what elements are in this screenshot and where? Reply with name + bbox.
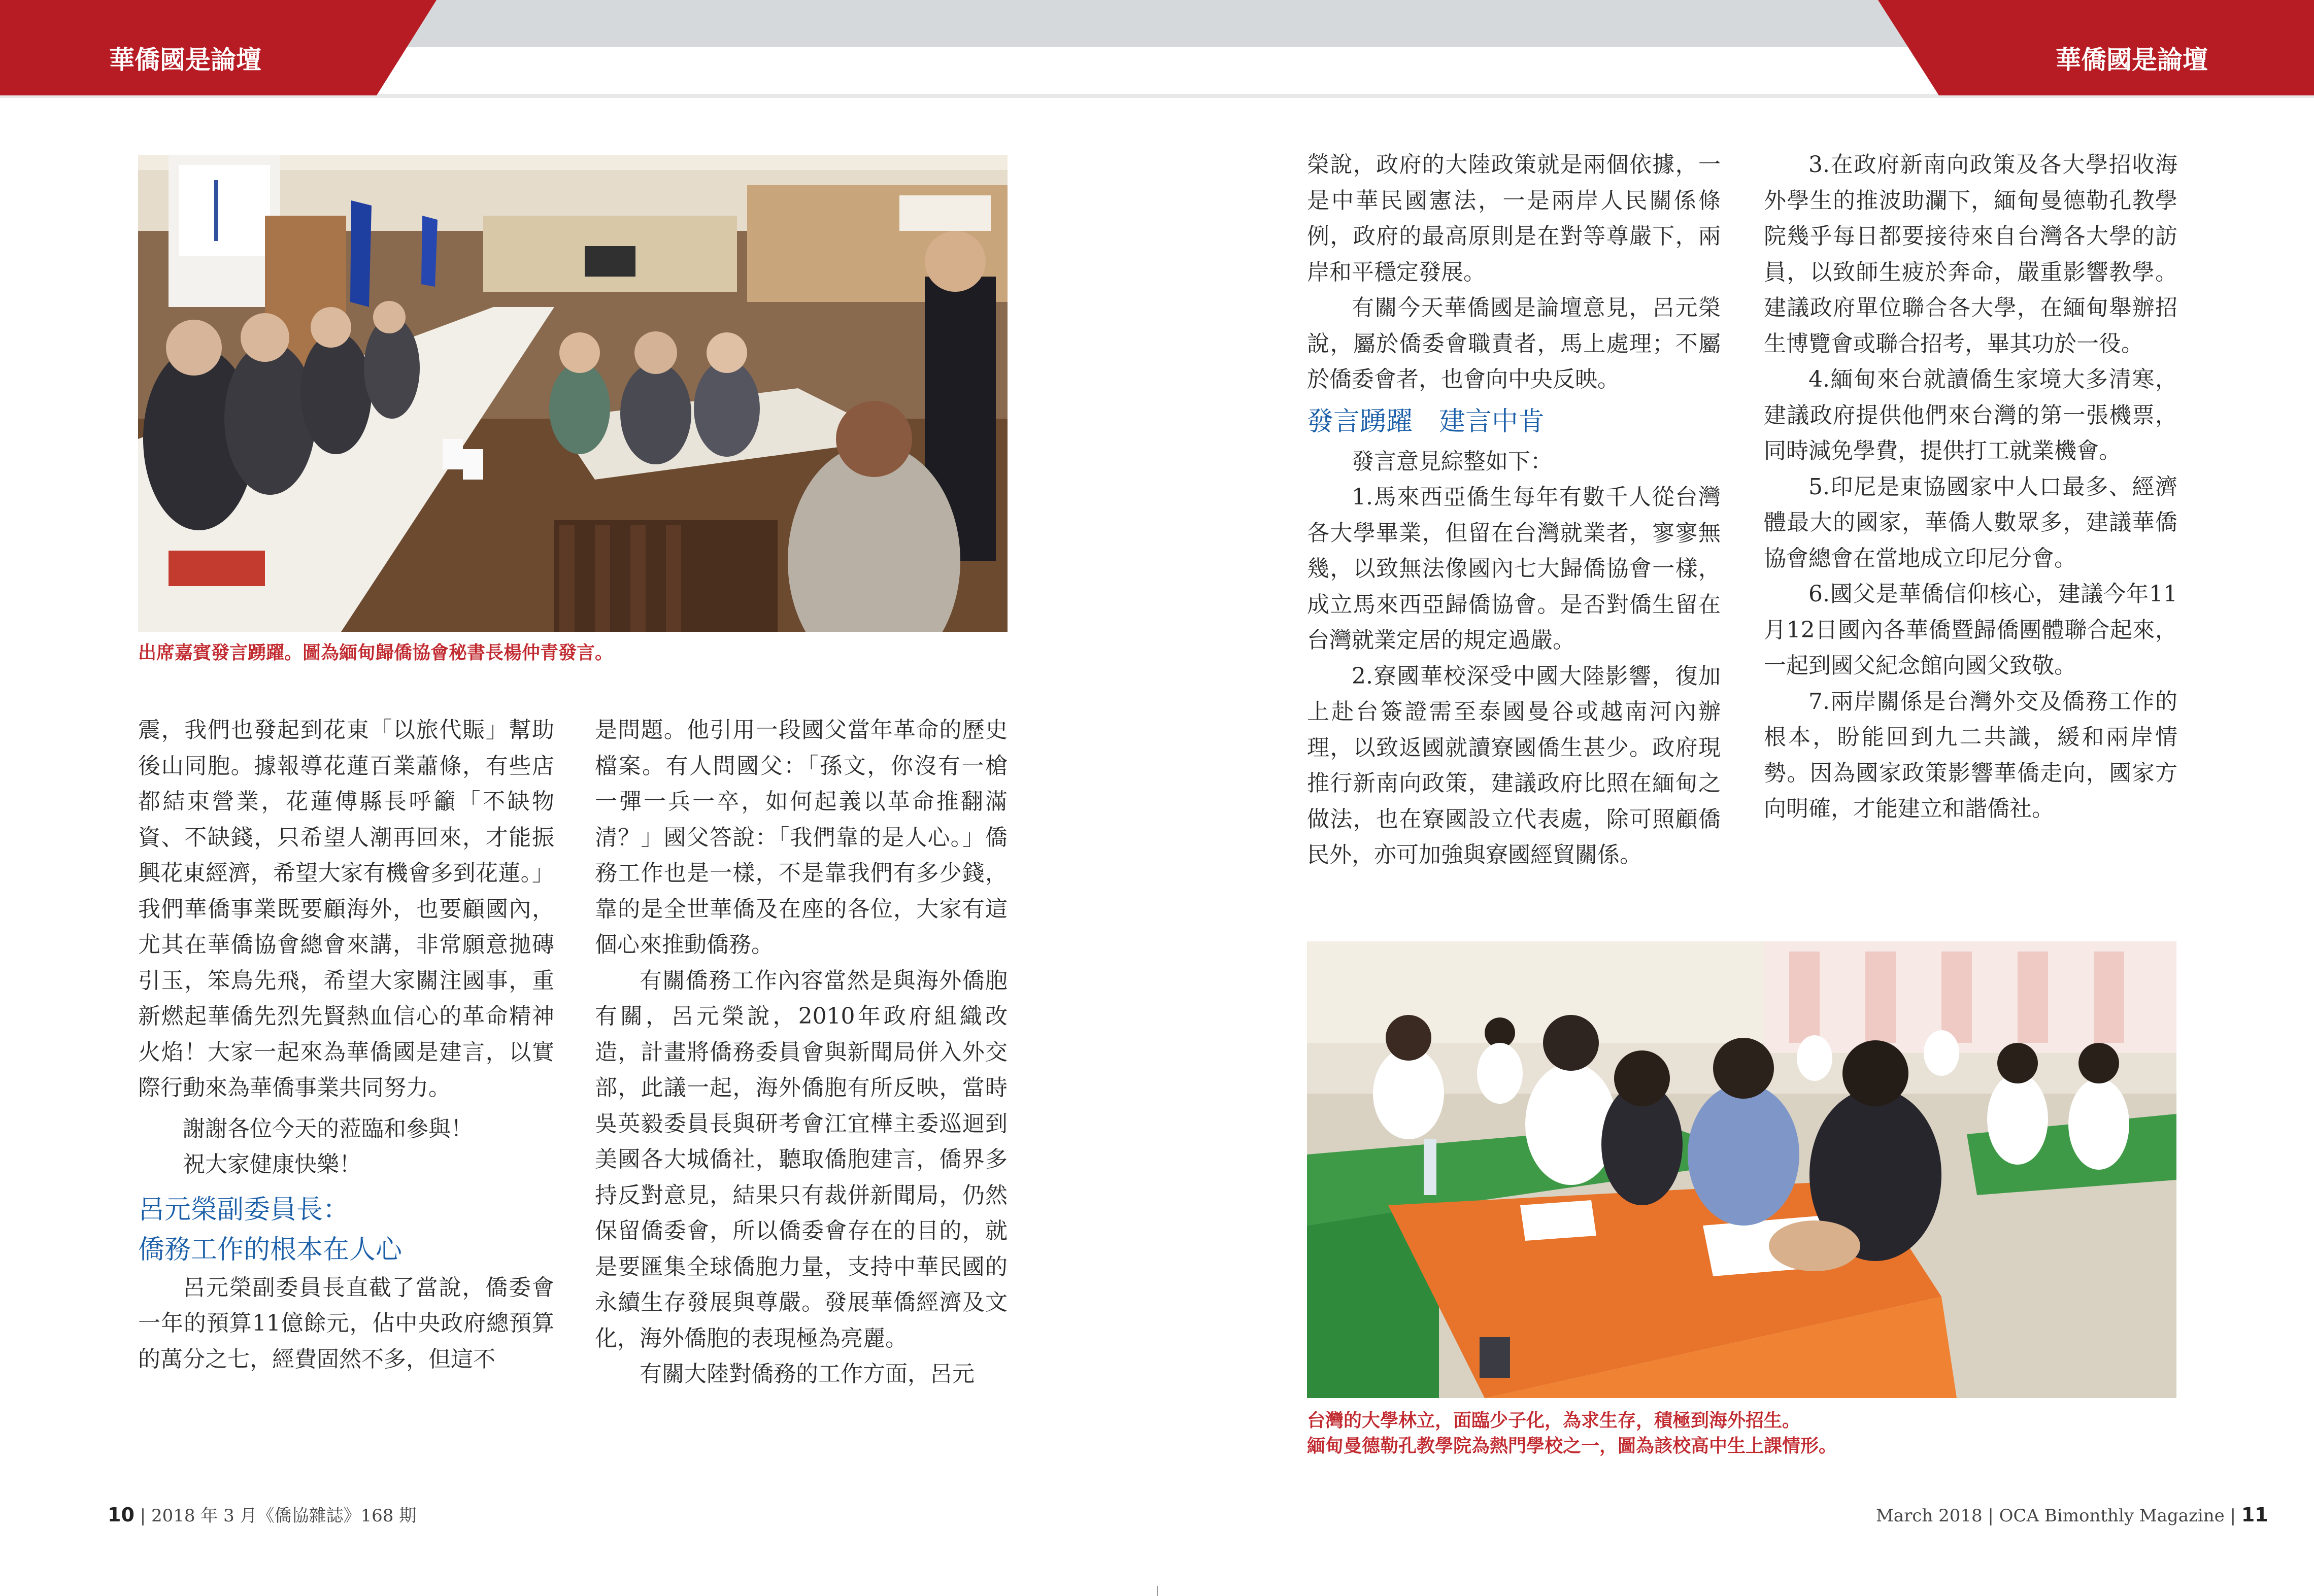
photo-caption-right xyxy=(1307,1408,2176,1459)
paragraph: 4.緬甸來台就讀僑生家境大多清寒，建議政府提供他們來台灣的第一張機票，同時減免學費，提供打工就業機會。 xyxy=(1764,366,2177,464)
classroom-students-photo xyxy=(1307,941,2176,1398)
issue-info: March 2018 | OCA Bimonthly Magazine | xyxy=(1876,1506,2236,1526)
footer-left xyxy=(108,1502,416,1529)
caption-line: 緬甸曼德勒孔教學院為熱門學校之一，圖為該校高中生上課情形。 xyxy=(1307,1436,1837,1456)
paragraph: 5.印尼是東協國家中人口最多、經濟體最大的國家，華僑人數眾多，建議華僑協會總會在當地成立印尼分會。 xyxy=(1764,473,2177,571)
right-column-1 xyxy=(1307,147,1721,873)
thanks-line: 謝謝各位今天的蒞臨和參與！ xyxy=(183,1115,473,1142)
wish-line: 祝大家健康快樂！ xyxy=(183,1151,361,1177)
left-column-2 xyxy=(595,712,1008,1393)
left-column-1 xyxy=(138,712,554,1377)
section-title-right: 華僑國是論壇 xyxy=(2056,45,2208,75)
paragraph: 有關僑務工作內容當然是與海外僑胞有關，呂元榮說，2010年政府組織改造，計畫將僑務委員會與新聞局併入外交部，此議一起，海外僑胞有所反映，當時吳英毅委員長與研考會江宜樺主委巡迴到美國各大城僑社，聽取僑胞建言，僑界多持反對意見，結果只有裁併新聞局，仍然保留僑委會，所以僑委會存在的目的，就是要匯集全球僑胞力量，支持中華民國的永續生存發展與尊嚴。發展華僑經濟及文化，海外僑胞的表現極為亮麗。 xyxy=(595,967,1008,1351)
meeting-hall-photo xyxy=(138,155,1008,632)
paragraph: 是問題。他引用一段國父當年革命的歷史檔案。有人問國父：「孫文，你沒有一槍一彈一兵一卒，如何起義以革命推翻滿清？」國父答說：「我們靠的是人心。」僑務工作也是一樣，不是靠我們有多少錢，靠的是全世華僑及在座的各位，大家有這個心來推動僑務。 xyxy=(595,717,1008,958)
paragraph: 發言意見綜整如下： xyxy=(1352,448,1553,474)
paragraph: 6.國父是華僑信仰核心，建議今年11月12日國內各華僑暨歸僑團體聯合起來，一起到國父紀念館向國父致敬。 xyxy=(1764,581,2177,678)
caption-line: 台灣的大學林立，面臨少子化，為求生存，積極到海外招生。 xyxy=(1307,1410,1801,1431)
paragraph: 2.寮國華校深受中國大陸影響，復加上赴台簽證需至泰國曼谷或越南河內辦理，以致返國就讀寮國僑生甚少。政府現推行新南向政策，建議政府比照在緬甸之做法，也在寮國設立代表處，除可照顧僑民外，亦可加強與寮國經貿關係。 xyxy=(1307,663,1721,868)
photo-caption-left: 出席嘉賓發言踴躍。圖為緬甸歸僑協會秘書長楊仲青發言。 xyxy=(138,642,614,663)
page-number: 11 xyxy=(2241,1504,2268,1526)
subheading: 發言踴躍 建言中肯 xyxy=(1307,406,1545,437)
paragraph: 有關今天華僑國是論壇意見，呂元榮說，屬於僑委會職責者，馬上處理；不屬於僑委會者，也會向中央反映。 xyxy=(1307,295,1721,392)
paragraph: 7.兩岸關係是台灣外交及僑務工作的根本，盼能回到九二共識，緩和兩岸情勢。因為國家政策影響華僑走向，國家方向明確，才能建立和諧僑社。 xyxy=(1764,688,2177,822)
right-column-2 xyxy=(1764,147,2177,827)
footer-right xyxy=(1876,1502,2268,1529)
subheading: 呂元榮副委員長： xyxy=(138,1194,350,1225)
section-title-left: 華僑國是論壇 xyxy=(109,45,261,75)
paragraph: 1.馬來西亞僑生每年有數千人從台灣各大學畢業，但留在台灣就業者，寥寥無幾，以致無法像國內七大歸僑協會一樣，成立馬來西亞歸僑協會。是否對僑生留在台灣就業定居的規定過嚴。 xyxy=(1307,484,1721,653)
subheading: 僑務工作的根本在人心 xyxy=(138,1234,403,1265)
crop-mark xyxy=(1157,1586,1158,1596)
issue-info: | 2018 年 3 月《僑協雜誌》168 期 xyxy=(140,1506,417,1526)
paragraph: 有關大陸對僑務的工作方面，呂元 xyxy=(640,1361,975,1387)
paragraph: 呂元榮副委員長直截了當說，僑委會一年的預算11億餘元，佔中央政府總預算的萬分之七，經費固然不多，但這不 xyxy=(138,1274,554,1372)
paragraph: 3.在政府新南向政策及各大學招收海外學生的推波助瀾下，緬甸曼德勒孔教學院幾乎每日都要接待來自台灣各大學的訪員，以致師生疲於奔命，嚴重影響教學。建議政府單位聯合各大學，在緬甸舉辦招生博覽會或聯合招考，畢其功於一役。 xyxy=(1764,152,2177,357)
paragraph: 震，我們也發起到花東「以旅代賑」幫助後山同胞。據報導花蓮百業蕭條，有些店都結束營業，花蓮傅縣長呼籲「不缺物資、不缺錢，只希望人潮再回來，才能振興花東經濟，希望大家有機會多到花蓮。」我們華僑事業既要顧海外，也要顧國內，尤其在華僑協會總會來講，非常願意拋磚引玉，笨鳥先飛，希望大家關注國事，重新燃起華僑先烈先賢熱血信心的革命精神火焰！大家一起來為華僑國是建言，以實際行動來為華僑事業共同努力。 xyxy=(138,717,554,1101)
page-number: 10 xyxy=(108,1504,135,1526)
paragraph: 榮說，政府的大陸政策就是兩個依據，一是中華民國憲法，一是兩岸人民關係條例，政府的最高原則是在對等尊嚴下，兩岸和平穩定發展。 xyxy=(1307,152,1721,285)
